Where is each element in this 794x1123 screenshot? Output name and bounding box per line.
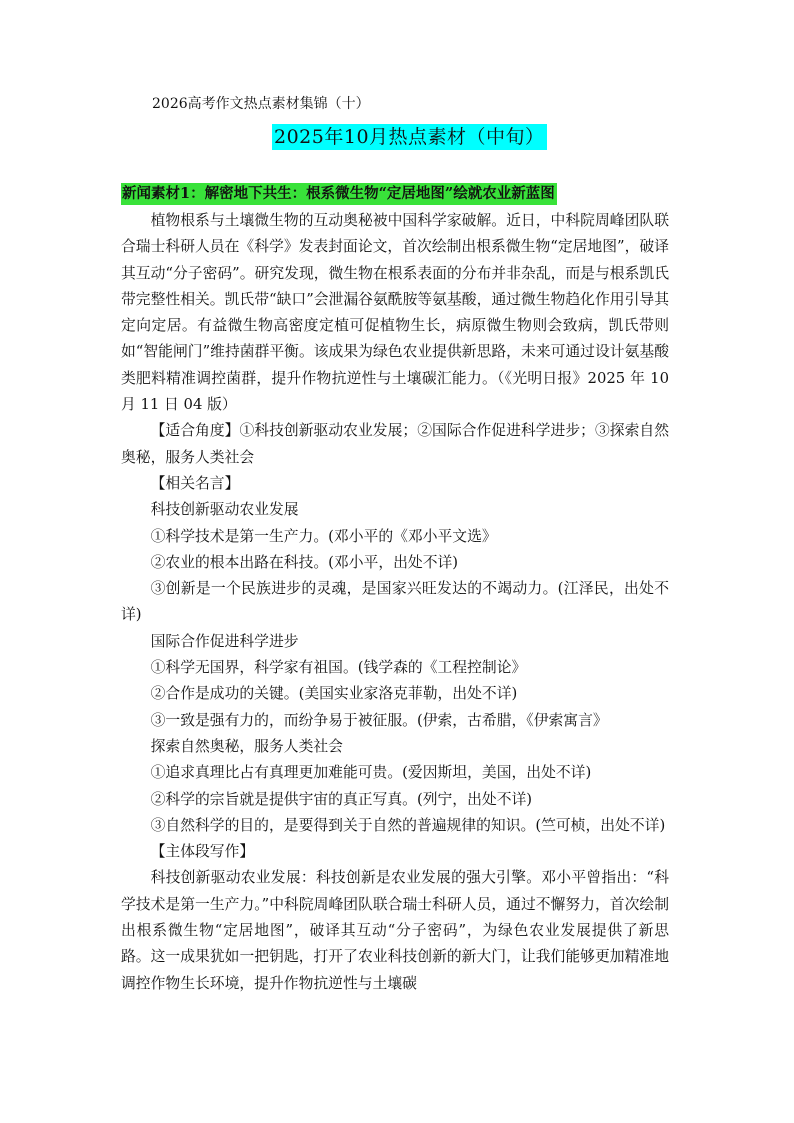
body-text [121, 208, 669, 997]
quote-group-title: 国际合作促进科学进步 [150, 632, 299, 650]
quote-item: ①科学无国界，科学家有祖国。(钱学森的《工程控制论》 [150, 659, 527, 677]
news-heading: 新闻素材1：解密地下共生：根系微生物“定居地图”绘就农业新蓝图 [121, 183, 557, 205]
suitable-angles: 【适合角度】①科技创新驱动农业发展；②国际合作促进科学进步；③探索自然奥秘，服务人类社会 [121, 422, 669, 466]
quote-item: ②科学的宗旨就是提供宇宙的真正写真。(列宁，出处不详) [150, 790, 533, 808]
quote-group-title: 探索自然奥秘，服务人类社会 [150, 737, 343, 755]
writing-heading: 【主体段写作】 [150, 843, 255, 861]
quote-item: ③创新是一个民族进步的灵魂，是国家兴旺发达的不竭动力。(江泽民，出处不详) [121, 580, 669, 624]
quote-item: ②合作是成功的关键。(美国实业家洛克菲勒，出处不详) [150, 685, 518, 703]
quote-group-title: 科技创新驱动农业发展 [150, 501, 299, 519]
quotes-heading: 【相关名言】 [150, 474, 240, 492]
quote-item: ①追求真理比占有真理更加难能可贵。(爱因斯坦，美国，出处不详) [150, 764, 592, 782]
writing-paragraph: 科技创新驱动农业发展：科技创新是农业发展的强大引擎。邓小平曾指出：“科学技术是第一生产力。”中科院周峰团队联合瑞士科研人员，通过不懈努力，首次绘制出根系微生物“定居地图”，破译其互动“分子密码”，为绿色农业发展提供了新思路。这一成果犹如一把钥匙，打开了农业科技创新的新大门，让我们能够更加精准地调控作物生长环境，提升作物抗逆性与土壤碳 [121, 869, 669, 992]
quote-item: ②农业的根本出路在科技。(邓小平，出处不详) [150, 553, 459, 571]
quote-item: ③自然科学的目的，是要得到关于自然的普遍规律的知识。(竺可桢，出处不详) [150, 816, 666, 834]
quote-item: ①科学技术是第一生产力。(邓小平的《邓小平文选》 [150, 527, 497, 545]
news-paragraph: 植物根系与土壤微生物的互动奥秘被中国科学家破解。近日，中科院周峰团队联合瑞士科研人员在《科学》发表封面论文，首次绘制出根系微生物“定居地图”，破译其互动“分子密码”。研究发现，微生物在根系表面的分布并非杂乱，而是与根系凯氏带完整性相关。凯氏带“缺口”会泄漏谷氨酰胺等氨基酸，通过微生物趋化作用引导其定向定居。有益微生物高密度定植可促植物生长，病原微生物则会致病，凯氏带则如“智能闸门”维持菌群平衡。该成果为绿色农业提供新思路，未来可通过设计氨基酸类肥料精准调控菌群，提升作物抗逆性与土壤碳汇能力。（《光明日报》2025 年 10 月 11 日 04 版） [121, 212, 669, 414]
main-title: 2025年10月热点素材（中旬） [274, 126, 545, 148]
quote-item: ③一致是强有力的，而纷争易于被征服。(伊索，古希腊，《伊索寓言》 [150, 711, 608, 729]
series-title: 2026高考作文热点素材集锦（十） [152, 96, 370, 112]
